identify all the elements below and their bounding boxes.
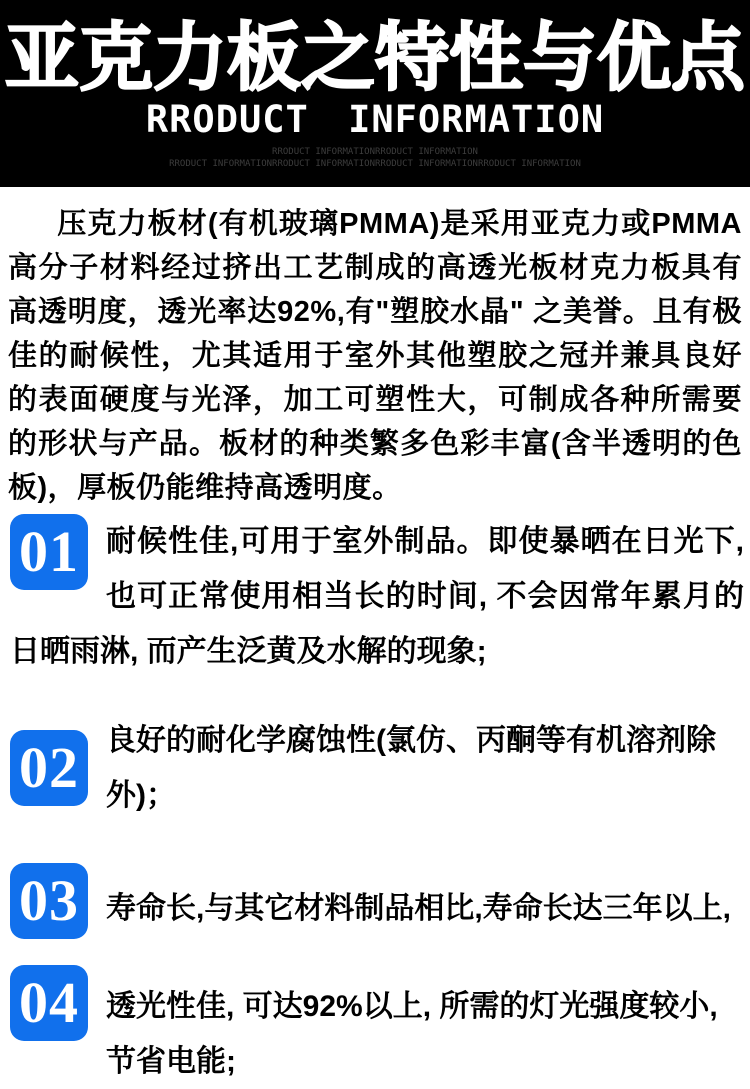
feature-01-number: 01 xyxy=(19,519,79,584)
feature-item-03 xyxy=(10,863,744,939)
header-banner xyxy=(0,0,750,187)
subtitle-watermark-line-1: RRODUCT INFORMATIONRRODUCT INFORMATION xyxy=(272,147,478,157)
subtitle-watermark-line-2: RRODUCT INFORMATIONRRODUCT INFORMATIONRRODUCT INFORMATIONRRODUCT INFORMATION xyxy=(169,159,581,169)
feature-02-text: 良好的耐化学腐蚀性(氯仿、丙酮等有机溶剂除外)； xyxy=(106,724,716,812)
page-subtitle: RRODUCT INFORMATION xyxy=(145,98,605,141)
feature-item-01 xyxy=(10,514,744,679)
feature-01-text: 耐候性佳,可用于室外制品。即使暴晒在日光下,也可正常使用相当长的时间, 不会因常年累月的日晒雨淋, 而产生泛黄及水解的现象; xyxy=(10,525,744,668)
feature-04-number: 04 xyxy=(19,970,79,1035)
feature-item-02 xyxy=(10,713,744,823)
feature-item-04 xyxy=(10,965,744,1089)
page-title: 亚克力板之特性与优点 xyxy=(5,16,745,99)
feature-02-number: 02 xyxy=(19,735,79,800)
feature-03-text: 寿命长,与其它材料制品相比,寿命长达三年以上, xyxy=(106,891,732,925)
intro-paragraph: 压克力板材(有机玻璃PMMA)是采用亚克力或PMMA高分子材料经过挤出工艺制成的高透光板材克力板具有高透明度，透光率达92%,有"塑胶水晶" 之美誉。且有极佳的耐候性，尤其适用于室外其他塑胶之冠并兼具良好的表面硬度与光泽，加工可塑性大，可制成各种所需要的形状与产品。板材的种类繁多色彩丰富(含半透明的色板)，厚板仍能维持高透明度。 xyxy=(8,208,742,504)
feature-list xyxy=(0,514,750,1089)
feature-04-number-badge xyxy=(10,965,88,1041)
feature-01-number-badge xyxy=(10,514,88,590)
feature-02-number-badge xyxy=(10,730,88,806)
feature-04-text: 透光性佳, 可达92%以上, 所需的灯光强度较小, 节省电能; xyxy=(106,990,718,1078)
intro-section xyxy=(0,187,750,510)
feature-03-number: 03 xyxy=(19,868,79,933)
feature-03-number-badge xyxy=(10,863,88,939)
